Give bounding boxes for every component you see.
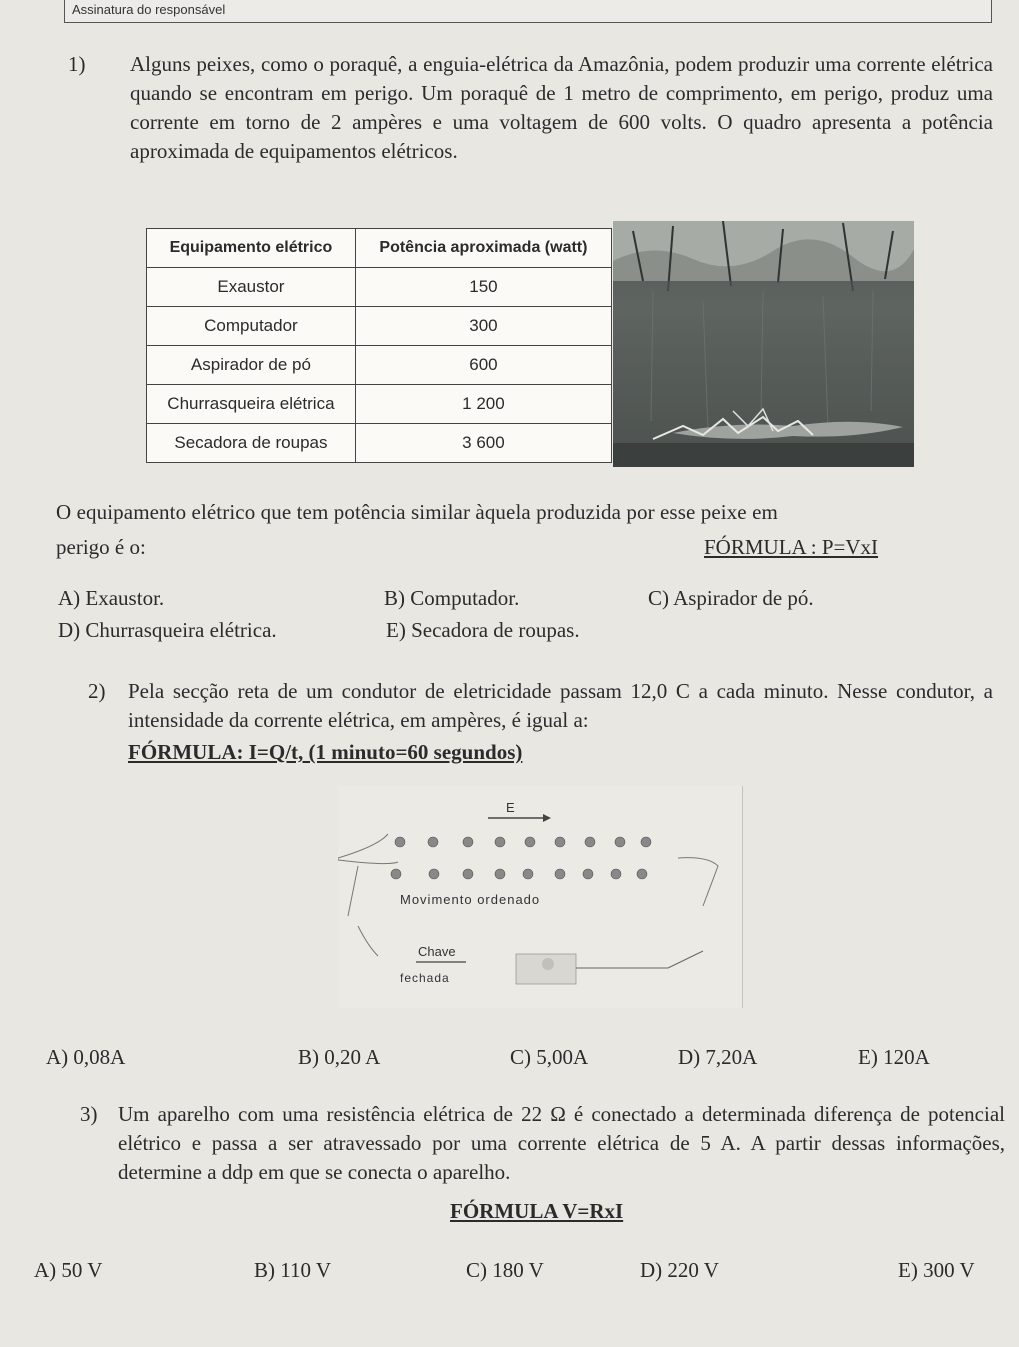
question-2 (88, 677, 993, 735)
table-header-power: Potência aproximada (watt) (355, 229, 611, 268)
question-3-formula: FÓRMULA V=RxI (450, 1199, 624, 1223)
table-row (147, 307, 612, 346)
table-cell-power: 300 (355, 307, 611, 346)
question-3-number: 3) (80, 1102, 98, 1126)
option-3e[interactable]: E) 300 V (898, 1258, 975, 1282)
table-cell-power: 600 (355, 346, 611, 385)
question-2-number: 2) (88, 679, 106, 703)
table-cell-equipment: Aspirador de pó (147, 346, 356, 385)
table-row (147, 268, 612, 307)
equipment-power-table (146, 228, 612, 463)
option-2e[interactable]: E) 120A (858, 1045, 930, 1069)
question-1-formula: FÓRMULA : P=VxI (704, 535, 879, 559)
electric-eel-illustration (613, 221, 914, 467)
question-3-text: Um aparelho com uma resistência elétrica de 22 Ω é conectado a determinada diferença de potencial elétrico e passa a ser atravessado por uma corrente elétrica de 5 A. A partir dessas informações, determine a ddp em que se conecta o aparelho. (118, 1102, 1005, 1184)
table-header-equipment: Equipamento elétrico (147, 229, 356, 268)
option-3c[interactable]: C) 180 V (466, 1258, 544, 1282)
option-2d[interactable]: D) 7,20A (678, 1045, 758, 1069)
table-cell-power: 3 600 (355, 424, 611, 463)
option-1a[interactable]: A) Exaustor. (58, 586, 165, 610)
question-1-text: Alguns peixes, como o poraquê, a enguia-elétrica da Amazônia, podem produzir uma corrente elétrica quando se encontram em perigo. Um poraquê de 1 metro de comprimento, em perigo, produz uma corrente em torno de 2 ampères e uma voltagem de 600 volts. O quadro apresenta a potência aproximada de equipamentos elétricos. (130, 52, 993, 163)
option-3a[interactable]: A) 50 V (34, 1258, 103, 1282)
table-cell-power: 150 (355, 268, 611, 307)
option-2a[interactable]: A) 0,08A (46, 1045, 126, 1069)
signature-label: Assinatura do responsável (72, 2, 226, 17)
movement-label: Movimento ordenado (400, 892, 541, 907)
electric-eel-photo (613, 221, 914, 467)
switch-label-1: Chave (418, 944, 456, 959)
table-cell-equipment: Exaustor (147, 268, 356, 307)
table-cell-power: 1 200 (355, 385, 611, 424)
option-1c[interactable]: C) Aspirador de pó. (648, 586, 814, 610)
option-2b[interactable]: B) 0,20 A (298, 1045, 381, 1069)
question-1-prompt-line-2: perigo é o: (56, 535, 146, 559)
option-1e[interactable]: E) Secadora de roupas. (386, 618, 580, 642)
conductor-diagram (338, 786, 743, 1008)
table-cell-equipment: Computador (147, 307, 356, 346)
question-2-text: Pela secção reta de um condutor de eletricidade passam 12,0 C a cada minuto. Nesse condutor, a intensidade da corrente elétrica, em ampères, é igual a: (128, 679, 993, 732)
option-2c[interactable]: C) 5,00A (510, 1045, 589, 1069)
option-3b[interactable]: B) 110 V (254, 1258, 332, 1282)
table-cell-equipment: Secadora de roupas (147, 424, 356, 463)
option-3d[interactable]: D) 220 V (640, 1258, 719, 1282)
option-1b[interactable]: B) Computador. (384, 586, 520, 610)
table-row (147, 424, 612, 463)
question-3 (80, 1100, 1005, 1187)
table-row (147, 385, 612, 424)
table-row (147, 346, 612, 385)
field-label: E (506, 800, 515, 815)
question-2-formula: FÓRMULA: I=Q/t, (1 minuto=60 segundos) (128, 740, 523, 764)
question-1-prompt-line-1: O equipamento elétrico que tem potência similar àquela produzida por esse peixe em (56, 500, 778, 524)
option-1d[interactable]: D) Churrasqueira elétrica. (58, 618, 277, 642)
switch-label-2: fechada (400, 971, 450, 985)
question-1-number: 1) (68, 52, 86, 76)
question-1 (70, 50, 993, 166)
table-cell-equipment: Churrasqueira elétrica (147, 385, 356, 424)
